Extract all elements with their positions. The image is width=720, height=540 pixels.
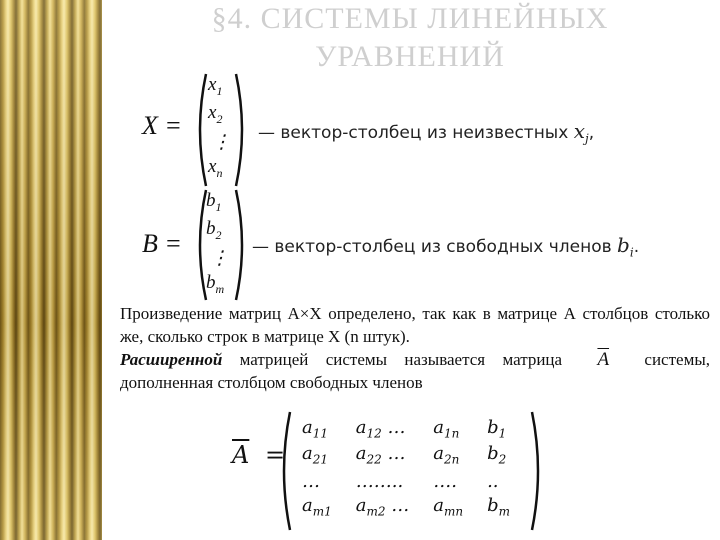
paragraph-line-2: Расширенной матрицей системы называется матрица $\overline{A}$ системы, дополненная столбцом свободных членов: [120, 349, 710, 392]
body-paragraph: [120, 302, 710, 394]
x-vector-label: X =: [142, 111, 182, 140]
b-entry-dots: ⋮: [210, 247, 229, 269]
x-entry-1: $x_1$: [208, 74, 223, 98]
paragraph-line-1: Произведение матриц А×Х определено, так как в матрице А столбцов столько же, сколько строк в матрице Х (n штук).: [120, 304, 710, 346]
matrix-row-m: $a_{m1}$ $a_{m2}$ … $a_{mn}$ $b_m$: [302, 495, 510, 519]
matrix-row-2: $a_{21}$ $a_{22}$ … $a_{2n}$ $b_2$: [302, 443, 507, 467]
b-entry-1: $b_1$: [206, 190, 222, 214]
title-line-2: УРАВНЕНИЙ: [315, 40, 505, 73]
emphasis-term: Расширенной: [120, 350, 223, 369]
b-entry-2: $b_2$: [206, 217, 222, 242]
decorative-gold-border: [0, 0, 102, 540]
x-entry-dots: ⋮: [212, 131, 231, 153]
title-line-1: §4. СИСТЕМЫ ЛИНЕЙНЫХ: [211, 2, 609, 35]
x-vector-description: — вектор-столбец из неизвестных $x_j$,: [258, 119, 595, 146]
augmented-matrix: [290, 416, 522, 520]
b-vector-column: [206, 190, 229, 299]
augmented-matrix-label: $\overline{A}$ =: [232, 441, 286, 469]
x-entry-n: $x_n$: [208, 155, 223, 180]
x-vector-column: [208, 74, 231, 183]
b-vector-label: B =: [142, 229, 182, 258]
matrix-row-1: $a_{11}$ $a_{12}$ … $a_{1n}$ $b_1$: [302, 417, 507, 441]
matrix-row-dots: … …….. …. ..: [302, 470, 499, 492]
x-entry-2: $x_2$: [208, 101, 223, 126]
augmented-matrix-symbol: $\overline{A}$: [597, 349, 610, 370]
slide-title: [150, 0, 670, 76]
b-vector-description: — вектор-столбец из свободных членов $b_i$.: [252, 233, 640, 260]
b-entry-m: $b_m$: [206, 271, 225, 296]
